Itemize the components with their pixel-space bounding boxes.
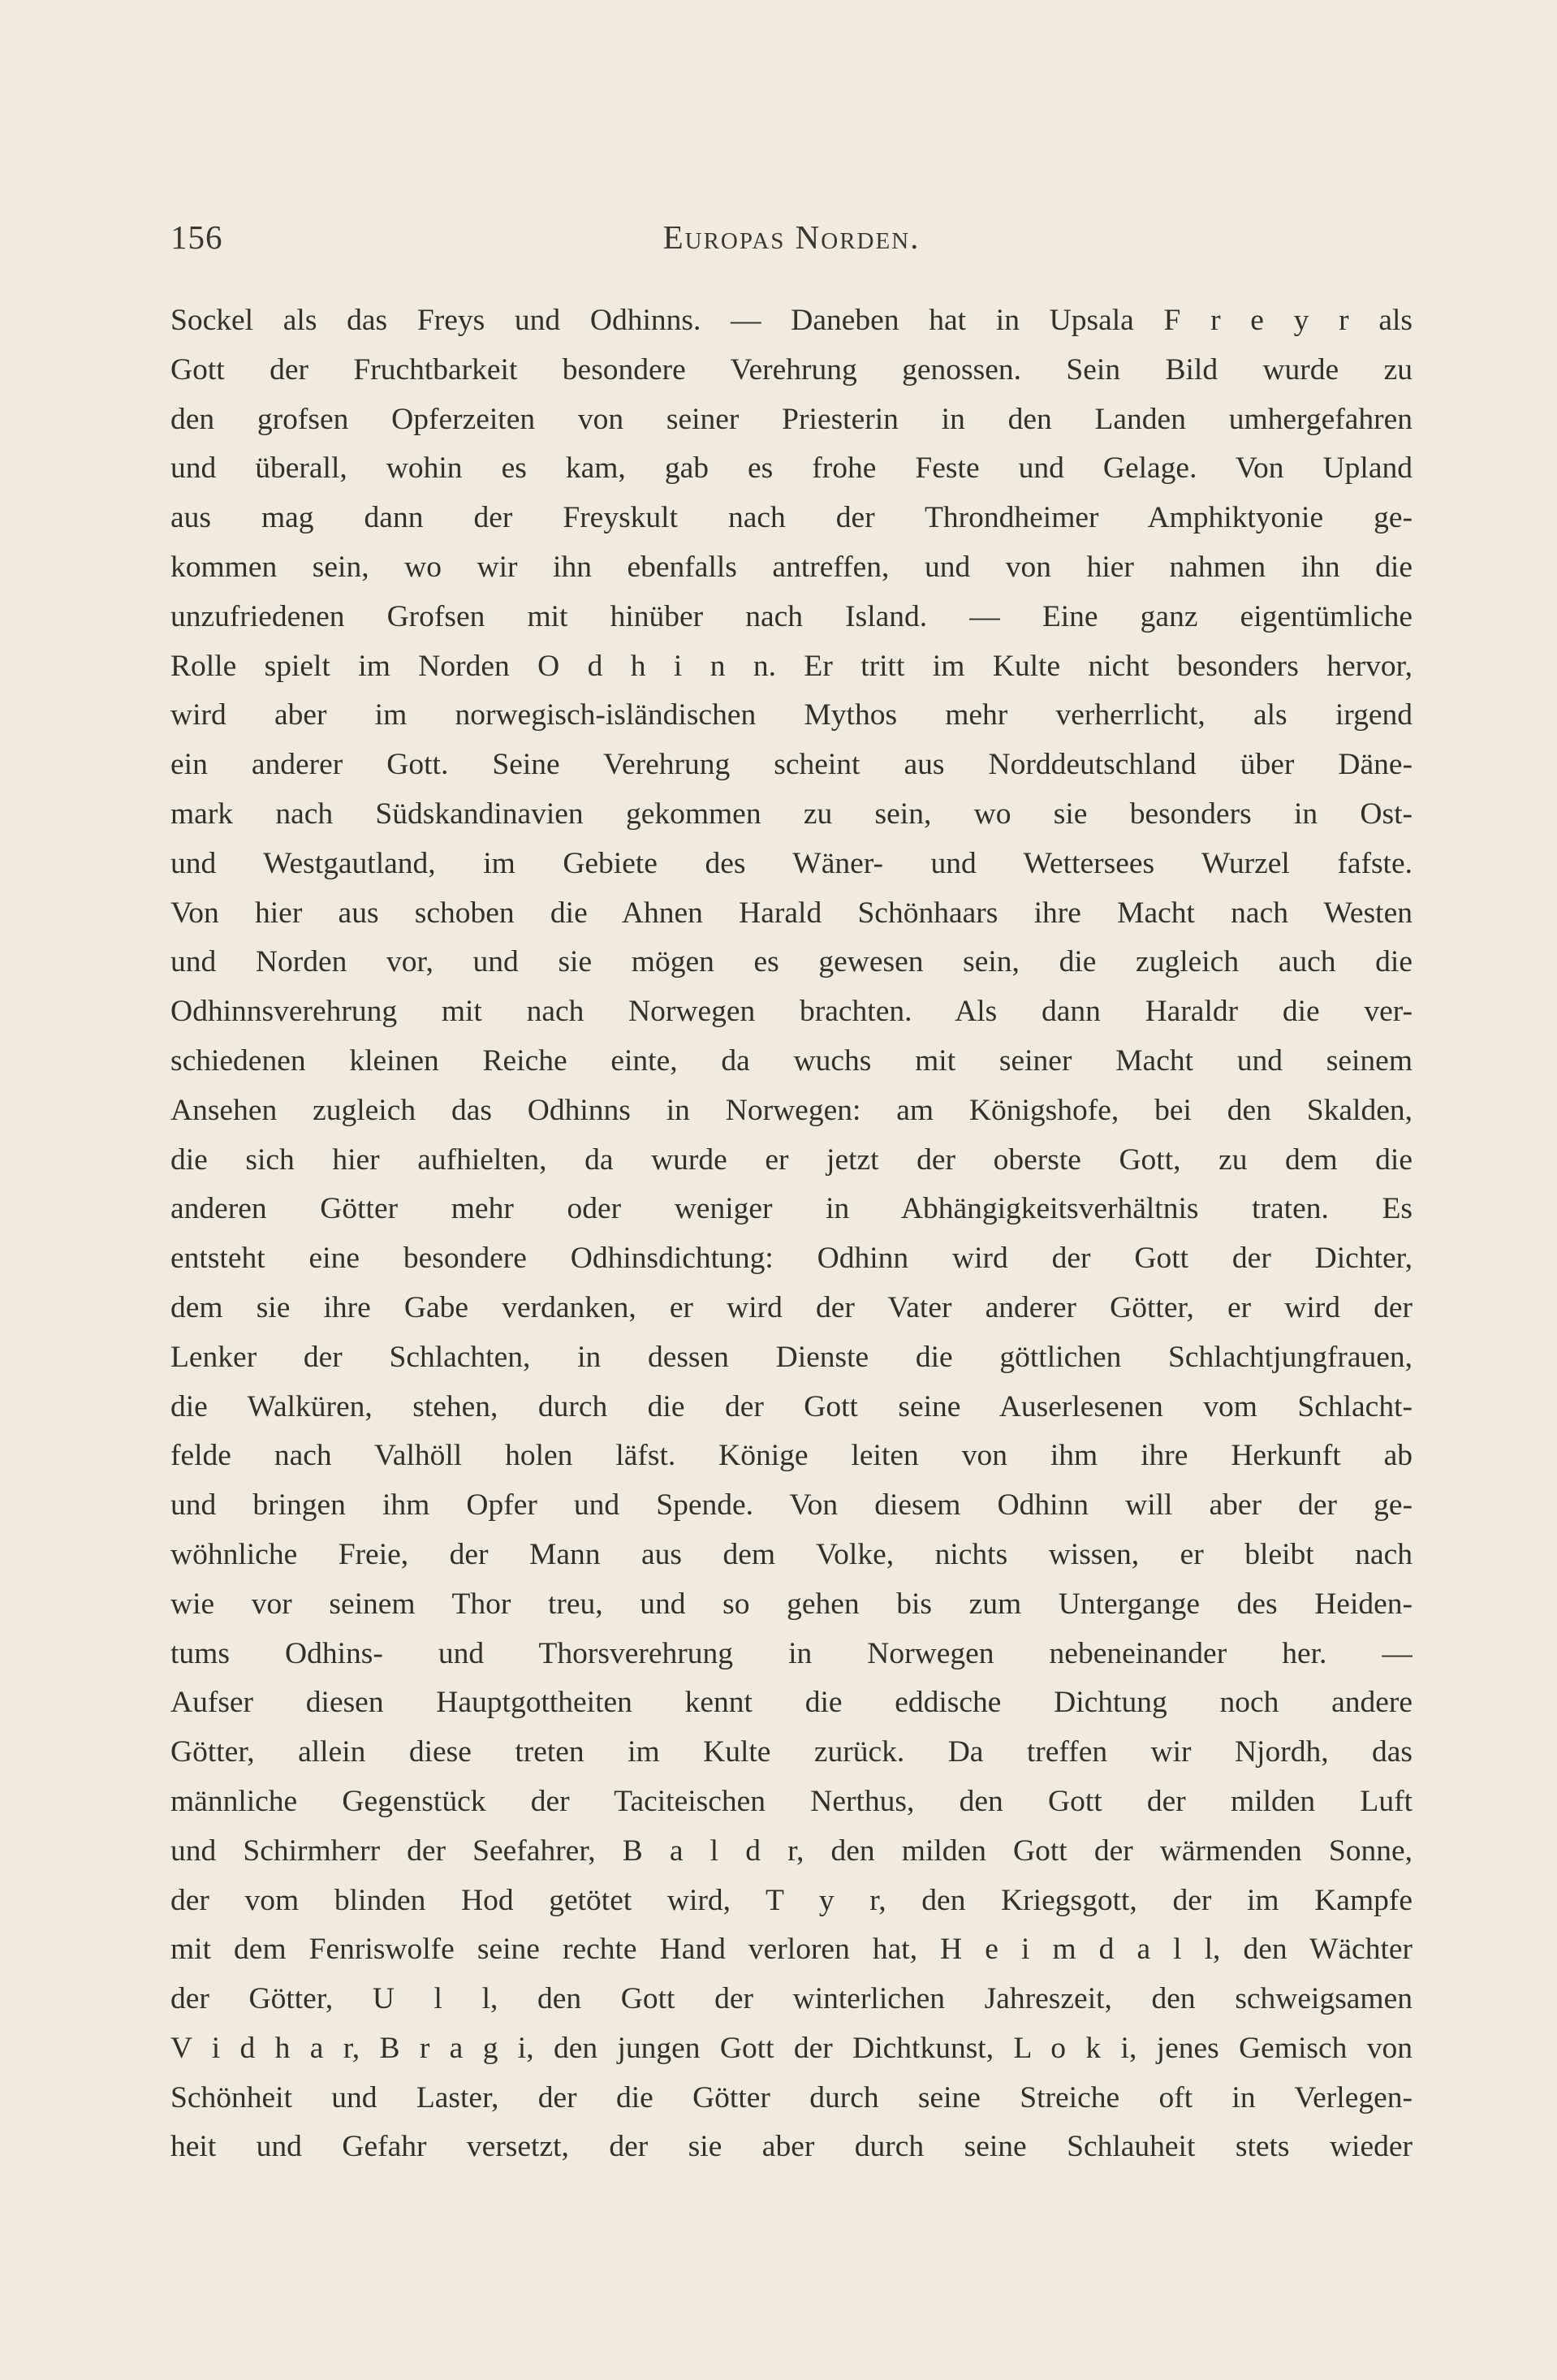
text-line: ein anderer Gott. Seine Verehrung scheint aus Norddeutschland über Däne- bbox=[170, 748, 1413, 782]
text-line: anderen Götter mehr oder weniger in Abhängigkeitsverhältnis traten. Es bbox=[170, 1192, 1413, 1226]
text-line: den grofsen Opferzeiten von seiner Priesterin in den Landen umhergefahren bbox=[170, 402, 1413, 436]
text-line: schiedenen kleinen Reiche einte, da wuchs mit seiner Macht und seinem bbox=[170, 1043, 1413, 1078]
text-line: kommen sein, wo wir ihn ebenfalls antreffen, und von hier nahmen ihn die bbox=[170, 550, 1413, 584]
text-line: Götter, allein diese treten im Kulte zurück. Da treffen wir Njordh, das bbox=[170, 1735, 1413, 1769]
page-header bbox=[170, 218, 1413, 266]
text-line: Sockel als das Freys und Odhinns. — Daneben hat in Upsala F r e y r als bbox=[170, 304, 1413, 337]
text-line: wie vor seinem Thor treu, und so gehen bis zum Untergange des Heiden- bbox=[170, 1587, 1413, 1621]
text-line: Rolle spielt im Norden O d h i n n. Er tritt im Kulte nicht besonders hervor, bbox=[170, 649, 1413, 683]
text-line: Schönheit und Laster, der die Götter durch seine Streiche oft in Verlegen- bbox=[170, 2080, 1413, 2114]
running-head: Europas Norden. bbox=[662, 218, 921, 256]
text-line: wöhnliche Freie, der Mann aus dem Volke, nichts wissen, er bleibt nach bbox=[170, 1537, 1413, 1571]
text-line: der vom blinden Hod getötet wird, T y r, den Kriegsgott, der im Kampfe bbox=[170, 1883, 1413, 1917]
text-line: mit dem Fenriswolfe seine rechte Hand verloren hat, H e i m d a l l, den Wächter bbox=[170, 1933, 1413, 1967]
text-line: unzufriedenen Grofsen mit hinüber nach Island. — Eine ganz eigentümliche bbox=[170, 599, 1413, 633]
text-line: männliche Gegenstück der Taciteischen Nerthus, den Gott der milden Luft bbox=[170, 1784, 1413, 1818]
body-text bbox=[170, 296, 1413, 2172]
text-line: und Westgautland, im Gebiete des Wäner- und Wettersees Wurzel fafste. bbox=[170, 846, 1413, 880]
text-line: tums Odhins- und Thorsverehrung in Norwegen nebeneinander her. — bbox=[170, 1636, 1413, 1670]
text-line: Odhinnsverehrung mit nach Norwegen brachten. Als dann Haraldr die ver- bbox=[170, 995, 1413, 1029]
text-line: aus mag dann der Freyskult nach der Throndheimer Amphiktyonie ge- bbox=[170, 501, 1413, 535]
text-line: heit und Gefahr versetzt, der sie aber durch seine Schlauheit stets wieder bbox=[170, 2130, 1413, 2164]
text-line: die sich hier aufhielten, da wurde er jetzt der oberste Gott, zu dem die bbox=[170, 1142, 1413, 1177]
text-line: Von hier aus schoben die Ahnen Harald Schönhaars ihre Macht nach Westen bbox=[170, 896, 1413, 930]
text-line: entsteht eine besondere Odhinsdichtung: Odhinn wird der Gott der Dichter, bbox=[170, 1242, 1413, 1276]
text-line: mark nach Südskandinavien gekommen zu sein, wo sie besonders in Ost- bbox=[170, 797, 1413, 831]
text-line: der Götter, U l l, den Gott der winterlichen Jahreszeit, den schweigsamen bbox=[170, 1982, 1413, 2016]
text-line: Gott der Fruchtbarkeit besondere Verehrung genossen. Sein Bild wurde zu bbox=[170, 352, 1413, 387]
text-line: wird aber im norwegisch-isländischen Mythos mehr verherrlicht, als irgend bbox=[170, 698, 1413, 732]
text-line: und bringen ihm Opfer und Spende. Von diesem Odhinn will aber der ge- bbox=[170, 1488, 1413, 1523]
text-line: und Schirmherr der Seefahrer, B a l d r, den milden Gott der wärmenden Sonne, bbox=[170, 1834, 1413, 1868]
text-line: Lenker der Schlachten, in dessen Dienste die göttlichen Schlachtjungfrauen, bbox=[170, 1340, 1413, 1374]
text-line: und überall, wohin es kam, gab es frohe Feste und Gelage. Von Upland bbox=[170, 451, 1413, 486]
page-number: 156 bbox=[170, 218, 223, 256]
text-line: dem sie ihre Gabe verdanken, er wird der Vater anderer Götter, er wird der bbox=[170, 1290, 1413, 1324]
text-line: Aufser diesen Hauptgottheiten kennt die eddische Dichtung noch andere bbox=[170, 1686, 1413, 1720]
text-line: Ansehen zugleich das Odhinns in Norwegen: am Königshofe, bei den Skalden, bbox=[170, 1093, 1413, 1127]
text-line: V i d h a r, B r a g i, den jungen Gott der Dichtkunst, L o k i, jenes Gemisch von bbox=[170, 2031, 1413, 2065]
text-line: die Walküren, stehen, durch die der Gott seine Auserlesenen vom Schlacht- bbox=[170, 1389, 1413, 1423]
text-line: felde nach Valhöll holen läfst. Könige leiten von ihm ihre Herkunft ab bbox=[170, 1439, 1413, 1473]
text-line: und Norden vor, und sie mögen es gewesen sein, die zugleich auch die bbox=[170, 945, 1413, 979]
